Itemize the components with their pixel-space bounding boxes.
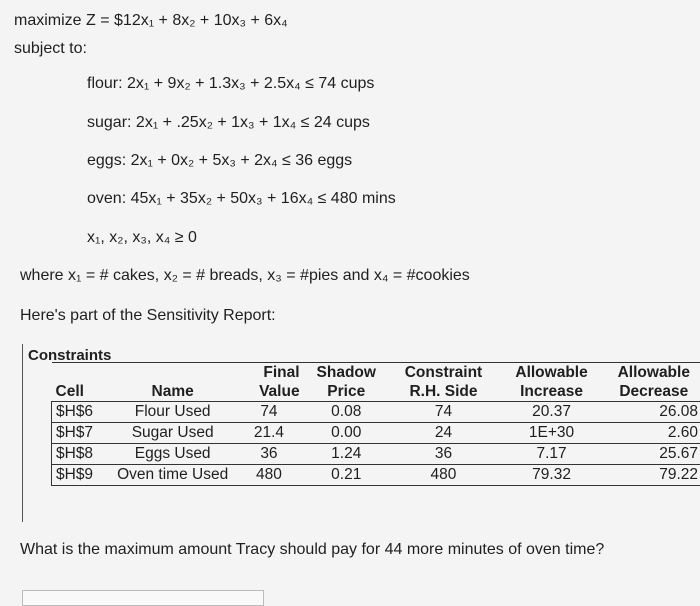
cell-id: $H$8 <box>52 444 111 465</box>
variable-definitions: where x₁ = # cakes, x₂ = # breads, x₃ = #pies and x₄ = #cookies <box>20 267 470 285</box>
final-value: 74 <box>234 402 303 423</box>
rh-side: 480 <box>389 465 498 486</box>
table-row <box>52 444 700 465</box>
header-rh-side: R.H. Side <box>389 382 498 402</box>
header-top-decrease: Allowable <box>605 363 700 383</box>
rh-side: 36 <box>389 444 498 465</box>
constraints-table <box>51 362 700 486</box>
header-top-rh: Constraint <box>389 363 498 383</box>
header-cell: Cell <box>52 382 111 402</box>
final-value: 21.4 <box>234 423 303 444</box>
constraint-name: Sugar Used <box>111 423 234 444</box>
header-top-name <box>111 363 234 383</box>
cell-id: $H$9 <box>52 465 111 486</box>
report-intro: Here's part of the Sensitivity Report: <box>20 307 276 325</box>
allowable-increase: 7.17 <box>498 444 605 465</box>
objective-function: maximize Z = $12x₁ + 8x₂ + 10x₃ + 6x₄ <box>14 12 288 30</box>
constraint-name: Oven time Used <box>111 465 234 486</box>
constraint-oven: oven: 45x₁ + 35x₂ + 50x₃ + 16x₄ ≤ 480 mins <box>87 190 396 208</box>
header-top-final: Final <box>234 363 303 383</box>
allowable-decrease: 2.60 <box>605 423 700 444</box>
header-allowable-increase: Increase <box>498 382 605 402</box>
constraint-name: Flour Used <box>111 402 234 423</box>
rh-side: 74 <box>389 402 498 423</box>
allowable-decrease: 26.08 <box>605 402 700 423</box>
sensitivity-report <box>22 344 700 522</box>
allowable-increase: 1E+30 <box>498 423 605 444</box>
final-value: 480 <box>234 465 303 486</box>
cell-id: $H$7 <box>52 423 111 444</box>
subject-to-label: subject to: <box>14 40 87 58</box>
header-allowable-decrease: Decrease <box>605 382 700 402</box>
table-row <box>52 402 700 423</box>
table-row <box>52 423 700 444</box>
answer-input[interactable] <box>22 590 264 606</box>
shadow-price: 1.24 <box>304 444 389 465</box>
header-shadow-price: Price <box>304 382 389 402</box>
header-name: Name <box>111 382 234 402</box>
constraint-flour: flour: 2x₁ + 9x₂ + 1.3x₃ + 2.5x₄ ≤ 74 cups <box>87 75 374 93</box>
header-top-shadow: Shadow <box>304 363 389 383</box>
rh-side: 24 <box>389 423 498 444</box>
allowable-decrease: 79.22 <box>605 465 700 486</box>
report-title: Constraints <box>28 347 111 364</box>
shadow-price: 0.00 <box>304 423 389 444</box>
shadow-price: 0.08 <box>304 402 389 423</box>
header-final-value: Value <box>234 382 303 402</box>
shadow-price: 0.21 <box>304 465 389 486</box>
constraint-name: Eggs Used <box>111 444 234 465</box>
header-top-cell <box>52 363 111 383</box>
allowable-increase: 79.32 <box>498 465 605 486</box>
question-text: What is the maximum amount Tracy should pay for 44 more minutes of oven time? <box>20 541 604 559</box>
cell-id: $H$6 <box>52 402 111 423</box>
allowable-decrease: 25.67 <box>605 444 700 465</box>
constraint-nonnegativity: x₁, x₂, x₃, x₄ ≥ 0 <box>87 229 197 247</box>
constraint-eggs: eggs: 2x₁ + 0x₂ + 5x₃ + 2x₄ ≤ 36 eggs <box>87 152 352 170</box>
header-top-increase: Allowable <box>498 363 605 383</box>
final-value: 36 <box>234 444 303 465</box>
constraint-sugar: sugar: 2x₁ + .25x₂ + 1x₃ + 1x₄ ≤ 24 cups <box>87 114 370 132</box>
allowable-increase: 20.37 <box>498 402 605 423</box>
table-row <box>52 465 700 486</box>
